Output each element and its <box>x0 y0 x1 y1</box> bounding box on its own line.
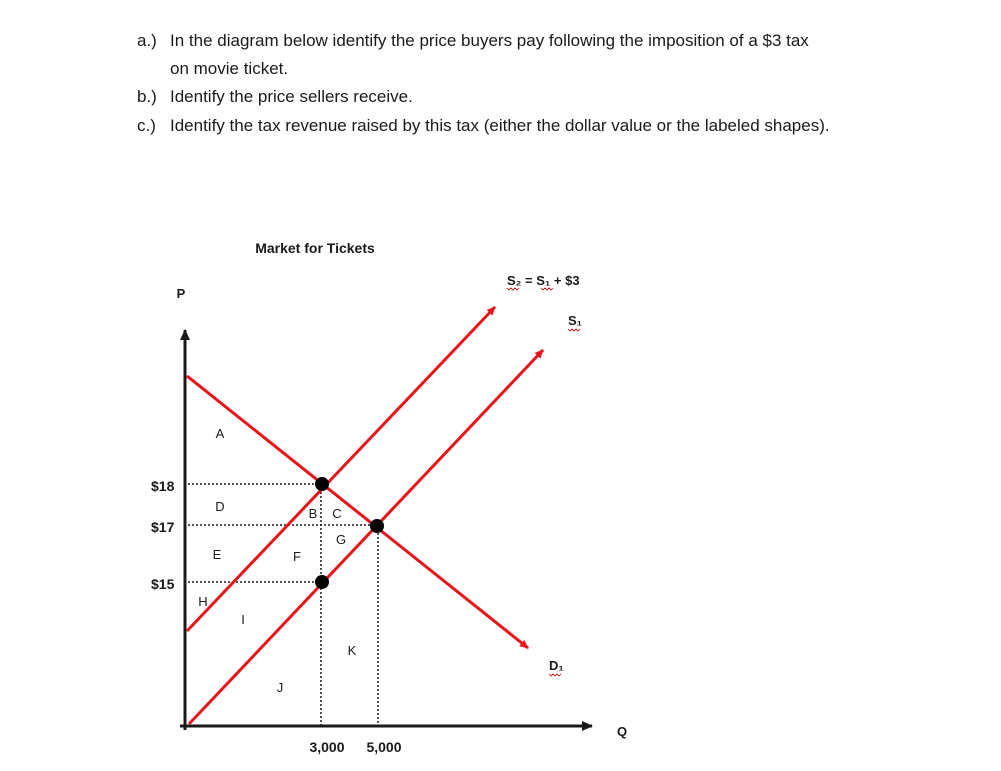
supply-curve-s1 <box>189 350 543 724</box>
region-label-c: C <box>332 506 342 521</box>
d1-curve-label: D₁ <box>549 658 564 673</box>
region-label-b: B <box>308 506 318 521</box>
quantity-label-3000: 3,000 <box>309 739 345 755</box>
supply-curve-s2 <box>187 307 495 631</box>
equilibrium-point-original <box>370 519 384 533</box>
demand-curve-d1 <box>187 376 528 648</box>
s1-curve-label: S₁ <box>568 313 583 328</box>
s1-spellcheck-squiggle <box>568 329 580 331</box>
question-c-text: Identify the tax revenue raised by this tax (either the dollar value or the labeled shapes). <box>170 116 830 135</box>
p-axis-label: P <box>176 286 186 301</box>
seller-price-point <box>315 575 329 589</box>
region-label-i: I <box>241 612 245 627</box>
region-label-f: F <box>293 549 301 564</box>
s2-spellcheck-squiggle <box>507 288 519 290</box>
region-label-g: G <box>335 532 347 547</box>
region-label-d: D <box>215 499 225 514</box>
equilibrium-point-after-tax <box>315 477 329 491</box>
question-b-text: Identify the price sellers receive. <box>170 87 413 106</box>
question-a-text-line1: In the diagram below identify the price buyers pay following the imposition of a $3 tax <box>170 31 809 50</box>
question-c-label: c.) <box>137 116 156 135</box>
question-b-label: b.) <box>137 87 157 106</box>
s2-s1-spellcheck-squiggle <box>541 288 553 290</box>
price-label-15: $15 <box>151 576 175 592</box>
question-a-text-line2: on movie ticket. <box>170 59 289 78</box>
region-label-j: J <box>276 680 284 695</box>
region-label-e: E <box>212 547 222 562</box>
d1-spellcheck-squiggle <box>549 674 561 676</box>
q-axis-label: Q <box>616 724 628 739</box>
s2-curve-label: S₂ = S₁ + $3 <box>507 273 580 288</box>
price-label-18: $18 <box>151 478 175 494</box>
question-a-label: a.) <box>137 31 157 50</box>
region-label-k: K <box>347 643 357 658</box>
quantity-label-5000: 5,000 <box>366 739 402 755</box>
price-label-17: $17 <box>151 519 175 535</box>
region-label-h: H <box>198 594 208 609</box>
region-label-a: A <box>215 426 225 441</box>
chart-title: Market for Tickets <box>255 240 375 256</box>
